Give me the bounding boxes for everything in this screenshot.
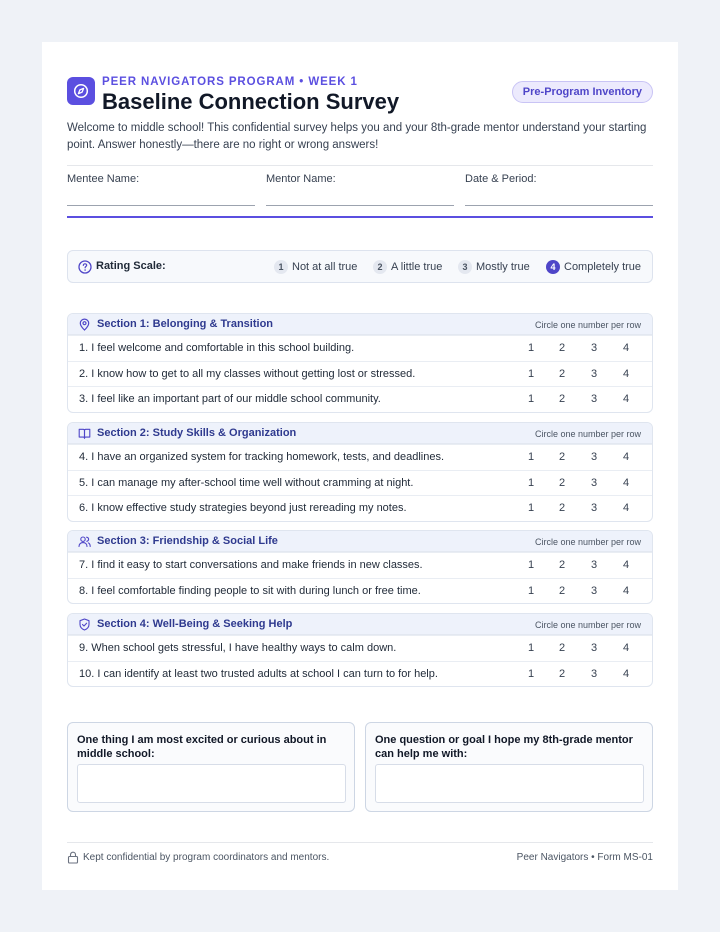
- rating-option-4[interactable]: 4: [622, 584, 630, 597]
- question-row: [68, 386, 652, 412]
- section-header: [68, 314, 652, 335]
- question-row: [68, 470, 652, 496]
- rating-option-2[interactable]: 2: [558, 502, 566, 515]
- scale-item: [546, 260, 641, 274]
- rating-option-4[interactable]: 4: [622, 642, 630, 654]
- question-text: 9. When school gets stressful, I have healthy ways to calm down.: [79, 642, 397, 654]
- date-period-label: Date & Period:: [465, 173, 537, 185]
- date-period-field[interactable]: [465, 173, 653, 206]
- rating-option-3[interactable]: 3: [590, 367, 598, 380]
- question-row: [68, 495, 652, 521]
- rating-option-4[interactable]: 4: [622, 667, 630, 680]
- section-note: Circle one number per row: [534, 537, 641, 547]
- rating-scale-label: Rating Scale:: [96, 260, 166, 272]
- page-title: Baseline Connection Survey: [102, 89, 400, 114]
- mentee-name-label: Mentee Name:: [67, 173, 140, 185]
- section-well-being: [67, 613, 653, 687]
- scale-item: [274, 260, 357, 274]
- mentee-name-field[interactable]: [67, 173, 255, 206]
- question-row: [68, 335, 652, 361]
- scale-number: 1: [274, 260, 288, 274]
- intro-text: Welcome to middle school! This confidential survey helps you and your 8th-grade mentor understand your starting point. Answer honestly—there are no right or wrong answers!: [67, 122, 647, 151]
- rating-option-2[interactable]: 2: [558, 667, 566, 680]
- section-friendship: [67, 530, 653, 604]
- rating-option-1[interactable]: 1: [527, 667, 535, 680]
- section-note: Circle one number per row: [534, 320, 641, 330]
- section-header: [68, 614, 652, 635]
- header: [67, 76, 653, 122]
- section-title: Section 4: Well-Being & Seeking Help: [97, 618, 293, 630]
- rating-option-2[interactable]: 2: [558, 342, 566, 354]
- help-circle-icon: [78, 260, 92, 274]
- rating-option-1[interactable]: 1: [527, 584, 535, 597]
- goal-response-box: [365, 722, 653, 812]
- question-text: 2. I know how to get to all my classes without getting lost or stressed.: [79, 367, 416, 380]
- accent-divider: [67, 216, 653, 218]
- rating-option-1[interactable]: 1: [527, 367, 535, 380]
- scale-number: 4: [546, 260, 560, 274]
- rating-option-1[interactable]: 1: [527, 502, 535, 515]
- question-row: [68, 578, 652, 604]
- question-text: 3. I feel like an important part of our middle school community.: [79, 393, 381, 406]
- rating-option-3[interactable]: 3: [590, 393, 598, 406]
- rating-option-4[interactable]: 4: [622, 502, 630, 515]
- section-header: [68, 423, 652, 444]
- footer-divider: [67, 842, 653, 843]
- mentee-name-line: [67, 205, 255, 206]
- section-study-skills: [67, 422, 653, 522]
- scale-text: Not at all true: [292, 261, 358, 273]
- rating-option-4[interactable]: 4: [622, 367, 630, 380]
- book-icon: [78, 427, 91, 440]
- scale-text: A little true: [391, 261, 443, 273]
- question-row: [68, 552, 652, 578]
- question-text: 4. I have an organized system for tracking homework, tests, and deadlines.: [79, 451, 445, 463]
- rating-option-1[interactable]: 1: [527, 642, 535, 654]
- scale-item: [373, 260, 442, 274]
- rating-option-3[interactable]: 3: [590, 476, 598, 489]
- question-text: 10. I can identify at least two trusted adults at school I can turn to for help.: [79, 667, 438, 680]
- question-row: [68, 635, 652, 661]
- question-row: [68, 361, 652, 387]
- section-title: Section 1: Belonging & Transition: [97, 318, 274, 330]
- footer-form-id: Peer Navigators • Form MS-01: [516, 852, 653, 863]
- rating-option-3[interactable]: 3: [590, 584, 598, 597]
- excited-response-input[interactable]: [77, 764, 346, 803]
- goal-response-input[interactable]: [375, 764, 644, 803]
- rating-option-2[interactable]: 2: [558, 367, 566, 380]
- rating-option-1[interactable]: 1: [527, 393, 535, 406]
- section-belonging: [67, 313, 653, 413]
- excited-response-box: [67, 722, 355, 812]
- rating-option-4[interactable]: 4: [622, 342, 630, 354]
- scale-number: 3: [458, 260, 472, 274]
- program-label: PEER NAVIGATORS PROGRAM • WEEK 1: [102, 76, 358, 88]
- scale-item: [458, 260, 530, 274]
- rating-option-2[interactable]: 2: [558, 393, 566, 406]
- rating-option-4[interactable]: 4: [622, 393, 630, 406]
- goal-response-label: One question or goal I hope my 8th-grade mentor can help me with:: [375, 734, 633, 760]
- rating-option-1[interactable]: 1: [527, 559, 535, 571]
- section-header: [68, 531, 652, 552]
- scale-number: 2: [373, 260, 387, 274]
- question-text: 5. I can manage my after-school time well without cramming at night.: [79, 476, 414, 489]
- rating-option-1[interactable]: 1: [527, 342, 535, 354]
- rating-option-3[interactable]: 3: [590, 502, 598, 515]
- footer-confidential: [67, 851, 329, 864]
- rating-option-3[interactable]: 3: [590, 451, 598, 463]
- rating-option-3[interactable]: 3: [590, 559, 598, 571]
- mentor-name-line: [266, 205, 454, 206]
- section-note: Circle one number per row: [534, 429, 641, 439]
- map-pin-icon: [78, 318, 91, 331]
- date-period-line: [465, 205, 653, 206]
- info-fields: [67, 173, 653, 208]
- rating-option-3[interactable]: 3: [590, 642, 598, 654]
- scale-text: Mostly true: [476, 261, 530, 273]
- rating-option-4[interactable]: 4: [622, 476, 630, 489]
- section-title: Section 2: Study Skills & Organization: [97, 427, 297, 439]
- footer-confidential-text: Kept confidential by program coordinators and mentors.: [83, 852, 330, 863]
- question-row: [68, 444, 652, 470]
- question-text: 8. I feel comfortable finding people to sit with during lunch or free time.: [79, 584, 421, 597]
- question-text: 1. I feel welcome and comfortable in this school building.: [79, 342, 355, 354]
- rating-option-1[interactable]: 1: [527, 476, 535, 489]
- excited-response-label: One thing I am most excited or curious about in middle school:: [77, 734, 327, 760]
- users-icon: [78, 535, 91, 548]
- mentor-name-field[interactable]: [266, 173, 454, 206]
- rating-option-2[interactable]: 2: [558, 559, 566, 571]
- rating-scale: [67, 250, 653, 283]
- rating-option-2[interactable]: 2: [558, 584, 566, 597]
- rating-option-3[interactable]: 3: [590, 667, 598, 680]
- rating-option-4[interactable]: 4: [622, 451, 630, 463]
- rating-option-2[interactable]: 2: [558, 476, 566, 489]
- mentor-name-label: Mentor Name:: [266, 173, 336, 185]
- lock-icon: [67, 851, 79, 864]
- question-text: 6. I know effective study strategies beyond just rereading my notes.: [79, 502, 407, 515]
- rating-option-2[interactable]: 2: [558, 642, 566, 654]
- shield-check-icon: [78, 618, 91, 631]
- rating-option-3[interactable]: 3: [590, 342, 598, 354]
- rating-option-2[interactable]: 2: [558, 451, 566, 463]
- question-row: [68, 661, 652, 687]
- scale-text: Completely true: [564, 261, 642, 273]
- section-title: Section 3: Friendship & Social Life: [97, 535, 278, 547]
- divider: [67, 165, 653, 166]
- survey-page: [42, 42, 678, 890]
- rating-option-1[interactable]: 1: [527, 451, 535, 463]
- inventory-badge: Pre-Program Inventory: [512, 81, 653, 103]
- rating-option-4[interactable]: 4: [622, 559, 630, 571]
- section-note: Circle one number per row: [534, 620, 641, 630]
- question-text: 7. I find it easy to start conversations and make friends in new classes.: [79, 559, 423, 571]
- compass-icon: [67, 77, 95, 105]
